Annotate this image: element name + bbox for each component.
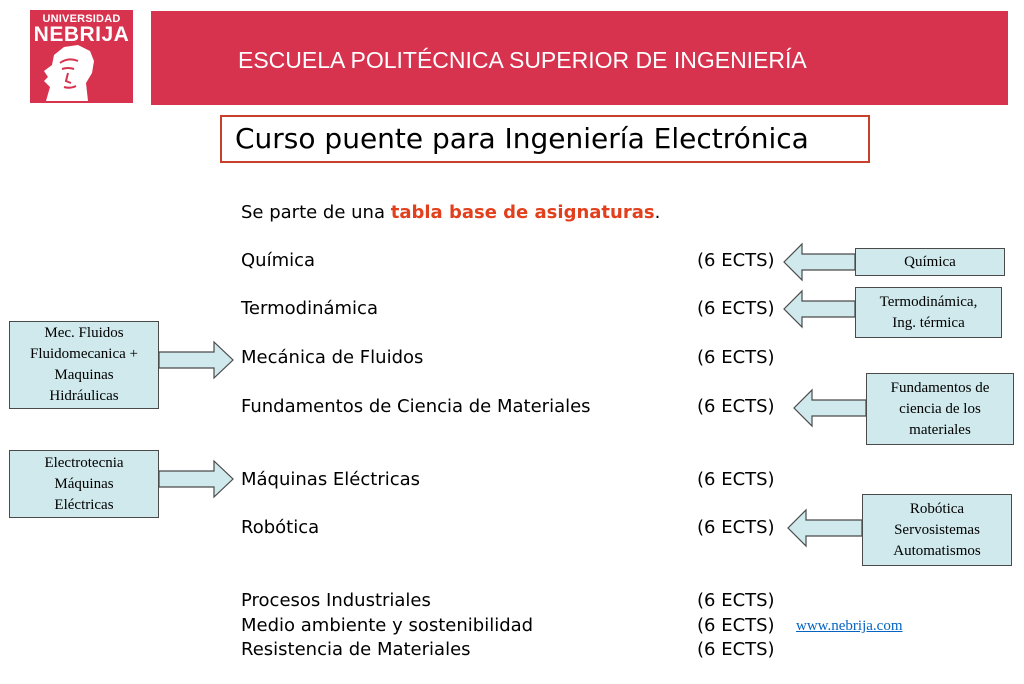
subject-credits: (6 ECTS) (697, 396, 775, 417)
subject-name: Medio ambiente y sostenibilidad (241, 615, 534, 636)
subject-name: Mecánica de Fluidos (241, 347, 424, 368)
subject-credits: (6 ECTS) (697, 590, 775, 611)
box-line: Maquinas (54, 367, 114, 383)
university-logo (30, 10, 133, 103)
box-line: Electrotecnia (44, 454, 124, 471)
equivalence-box-quimica (855, 248, 1005, 276)
nebrija-link[interactable]: www.nebrija.com (796, 618, 903, 634)
box-line: Química (904, 253, 956, 270)
subject-credits: (6 ECTS) (697, 347, 775, 368)
box-line: Ing. térmica (892, 314, 965, 331)
slide-title: Curso puente para Ingeniería Electrónica (220, 115, 870, 163)
subject-credits: (6 ECTS) (697, 298, 775, 319)
arrow-left-icon (788, 510, 863, 546)
logo-line-nebrija: NEBRIJA (33, 23, 130, 46)
box-line: Fluidomecanica + (29, 346, 138, 362)
arrow-left-icon (784, 291, 856, 327)
box-line: Eléctricas (54, 496, 114, 513)
box-line: Automatismos (893, 542, 981, 559)
subject-name: Termodinámica (241, 298, 378, 319)
box-line: Servosistemas (894, 521, 980, 538)
subject-name: Resistencia de Materiales (241, 639, 471, 660)
arrow-right-icon (159, 461, 234, 497)
equivalence-box-materiales (866, 373, 1014, 445)
subject-credits: (6 ECTS) (697, 517, 775, 538)
equivalence-box-termodinamica (855, 287, 1002, 338)
intro-prefix: Se parte de una (241, 202, 391, 223)
subject-name: Fundamentos de Ciencia de Materiales (241, 396, 591, 417)
subject-name: Robótica (241, 517, 320, 538)
arrow-right-icon (159, 342, 234, 378)
box-line: Termodinámica, (879, 293, 978, 310)
box-line: Robótica (909, 500, 965, 517)
equivalence-box-fluids (9, 321, 159, 409)
box-line: Hidráulicas (49, 388, 119, 404)
subject-name: Procesos Industriales (241, 590, 431, 611)
profile-head-icon (38, 43, 98, 101)
header-banner (151, 11, 1008, 105)
school-name: ESCUELA POLITÉCNICA SUPERIOR DE INGENIERÍA (238, 47, 807, 73)
intro-highlight: tabla base de asignaturas (390, 202, 655, 223)
box-line: Mec. Fluidos (44, 325, 124, 341)
subject-credits: (6 ECTS) (697, 250, 775, 271)
box-line: materiales (909, 421, 971, 438)
arrow-left-icon (784, 244, 856, 280)
box-line: ciencia de los (899, 400, 981, 417)
subject-name: Química (241, 250, 316, 271)
intro-text (241, 202, 660, 224)
equivalence-box-electrotecnia (9, 450, 159, 518)
box-line: Fundamentos de (890, 379, 990, 396)
equivalence-box-robotica (862, 494, 1012, 566)
subject-credits: (6 ECTS) (697, 615, 775, 636)
box-line: Máquinas (54, 475, 114, 492)
subject-credits: (6 ECTS) (697, 469, 775, 490)
logo-line-university: UNIVERSIDAD (42, 13, 121, 25)
intro-suffix: . (654, 202, 661, 223)
arrow-left-icon (794, 390, 867, 426)
subject-credits: (6 ECTS) (697, 639, 775, 660)
subject-name: Máquinas Eléctricas (241, 469, 421, 490)
